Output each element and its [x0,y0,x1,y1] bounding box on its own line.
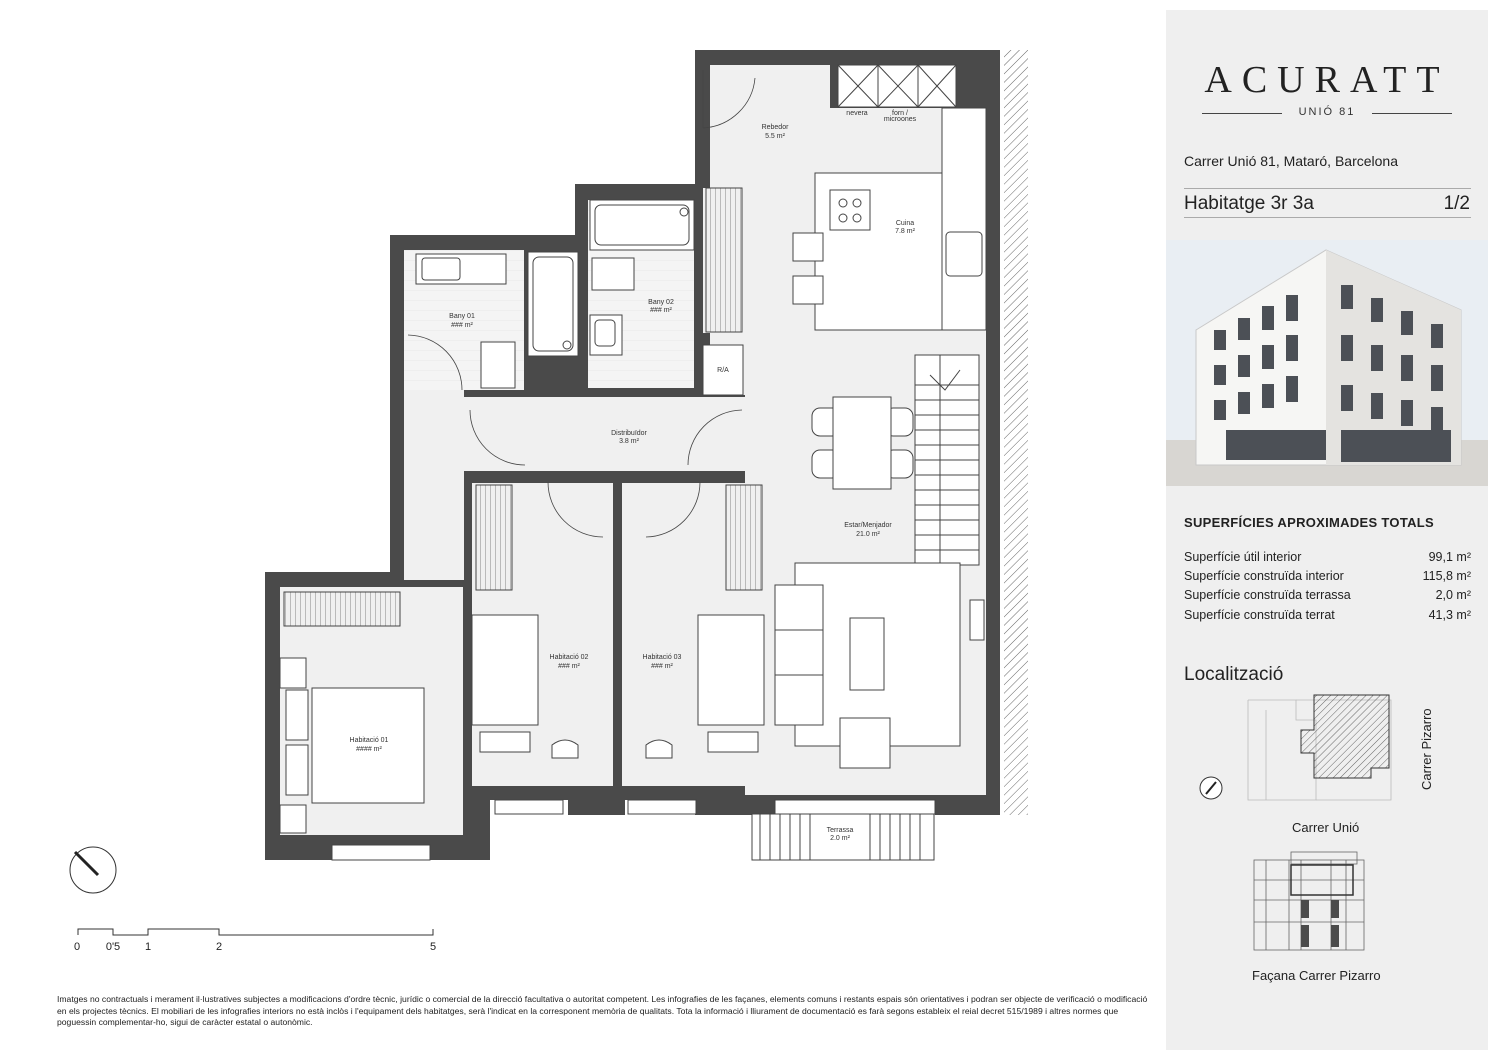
facade-hatch [1004,50,1028,815]
label-distribuidor: Distribuïdor [611,430,647,437]
label-bany02: Bany 02 [648,299,674,306]
surface-label: Superfície útil interior [1184,550,1302,564]
label-rebedor: Rebedor [761,124,789,131]
label-hab02: Habitació 02 [549,654,589,661]
stairs [915,355,979,565]
info-panel [1166,10,1488,1050]
label-microones: microones [883,116,917,123]
area-rebedor: 5.5 m² [765,133,785,140]
area-hab01: #### m² [356,746,382,753]
scale-label-1: 1 [144,941,152,953]
floor-hall-west [404,390,464,580]
unit-title: Habitatge 3r 3a [1184,193,1314,214]
surface-value: 115,8 m² [1422,569,1471,583]
page-number: 1/2 [1443,193,1470,214]
label-forn: forn / [892,110,908,117]
brand-logo: ACURATT [1204,59,1450,101]
label-ra: R/A [717,367,729,374]
area-distribuidor: 3.8 m² [619,438,639,445]
surface-value: 2,0 m² [1435,588,1471,602]
label-hab01: Habitació 01 [349,737,389,744]
area-hab02: ### m² [558,663,580,670]
disclaimer-text: Imatges no contractuals i merament il·lustratives subjectes a modificacions d'ordre tècnic, jurídic o comercial de la direcció facultativa o autoritat competent. Les infografies de les façanes, elements comuns i restants espais són orientatives i podran ser objecte de verificació o modificació en els projectes tècnics. El mobiliari de les infografies interiors no està inclòs i l'equipament dels habitatges, serà l'indicat en la corresponent memòria de qualitats. Tota la informació i lliurament de documentació es farà segons estableix el reial decret 515/1989 i altres normes que poguessin complementar-ho, sigui de caràcter estatal o autonòmic. [57,994,1148,1027]
scale-label-05: 0'5 [105,941,121,953]
location-title: Localització [1184,664,1284,685]
surface-value: 99,1 m² [1428,550,1471,564]
area-hab03: ### m² [651,663,673,670]
scale-label-2: 2 [215,941,223,953]
label-estar: Estar/Menjador [844,522,892,529]
north-arrow-icon [70,847,116,893]
building-render [1166,240,1488,486]
area-estar: 21.0 m² [856,531,880,538]
surfaces-title: SUPERFÍCIES APROXIMADES TOTALS [1184,515,1435,530]
divider [1184,188,1471,189]
brand-subtitle: UNIÓ 81 [1298,106,1356,118]
area-terrassa: 2.0 m² [830,835,850,842]
label-hab03: Habitació 03 [642,654,682,661]
scale-label-5: 5 [429,941,437,953]
scale-bar [74,929,436,953]
surface-label: Superfície construïda interior [1184,569,1344,583]
location-map [1166,690,1488,1000]
label-cuina: Cuina [895,220,915,227]
living-furniture [775,563,984,768]
surface-label: Superfície construïda terrassa [1184,588,1351,602]
facade-label: Façana Carrer Pizarro [1252,968,1381,983]
street-unio-label: Carrer Unió [1292,820,1360,835]
scale-label-0: 0 [73,941,81,953]
street-pizarro-label: Carrer Pizarro [1419,708,1434,790]
label-terrassa: Terrassa [826,827,854,834]
divider [1184,217,1471,218]
surface-value: 41,3 m² [1428,608,1471,622]
address: Carrer Unió 81, Mataró, Barcelona [1184,153,1398,169]
area-cuina: 7.8 m² [895,228,915,235]
area-bany01: ### m² [451,322,473,329]
label-nevera: nevera [846,110,868,117]
surface-label: Superfície construïda terrat [1184,608,1335,622]
area-bany02: ### m² [650,307,672,314]
label-bany01: Bany 01 [449,313,475,320]
brand-sub-wrap [1202,106,1452,120]
